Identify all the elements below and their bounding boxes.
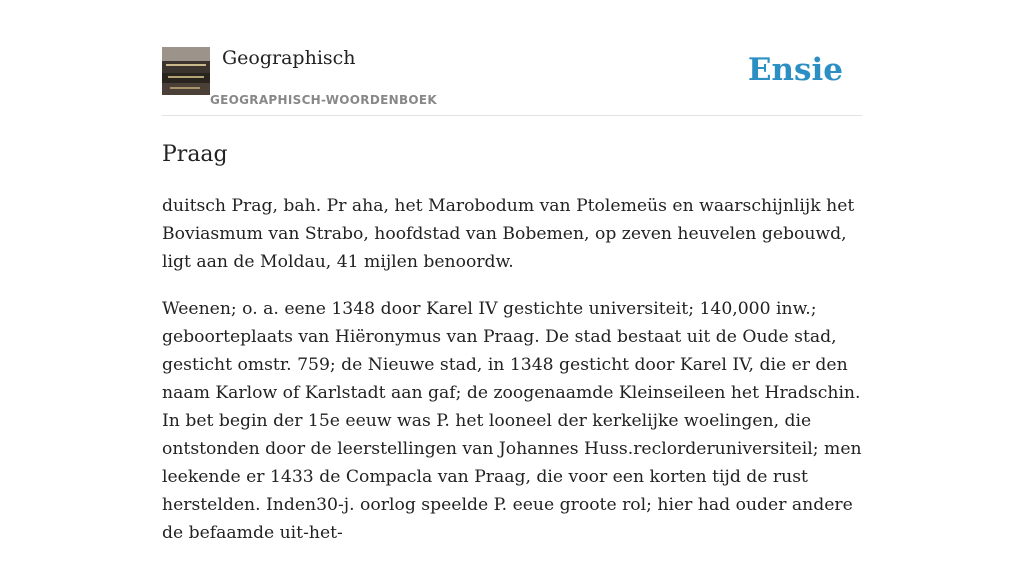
brand-logo[interactable]: Ensie [747, 52, 843, 88]
article-title: Praag [162, 142, 228, 167]
source-slug[interactable]: GEOGRAPHISCH-WOORDENBOEK [210, 93, 437, 107]
books-image-icon [162, 47, 210, 95]
article-body [162, 192, 867, 566]
article-paragraph: duitsch Prag, bah. Pr aha, het Marobodum van Ptolemeüs en waarschijnlijk het Boviasmum van Strabo, hoofdstad van Bobemen, op zeven heuvelen gebouwd, ligt aan de Moldau, 41 mijlen benoordw. [162, 196, 855, 272]
source-avatar[interactable] [162, 47, 210, 95]
article-paragraph: Weenen; o. a. eene 1348 door Karel IV gestichte universiteit; 140,000 inw.; geboorteplaats van Hiëronymus van Praag. De stad bestaat uit de Oude stad, gesticht omstr. 759; de Nieuwe stad, in 1348 gesticht door Karel IV, die er den naam Karlow of Karlstadt aan gaf; de zoogenaamde Kleinseileen het Hradschin. In bet begin der 15e eeuw was P. het looneel der kerkelijke woelingen, die ontstonden door de leerstellingen van Johannes Huss.reclorderuniversiteil; men leekende er 1433 de Compacla van Praag, die voor een korten tijd de rust herstelden. Inden30-j. oorlog speelde P. eeue groote rol; hier had ouder andere de befaamde uit-het- [162, 299, 862, 543]
source-header [162, 46, 862, 116]
source-name[interactable]: Geographisch [222, 47, 356, 69]
